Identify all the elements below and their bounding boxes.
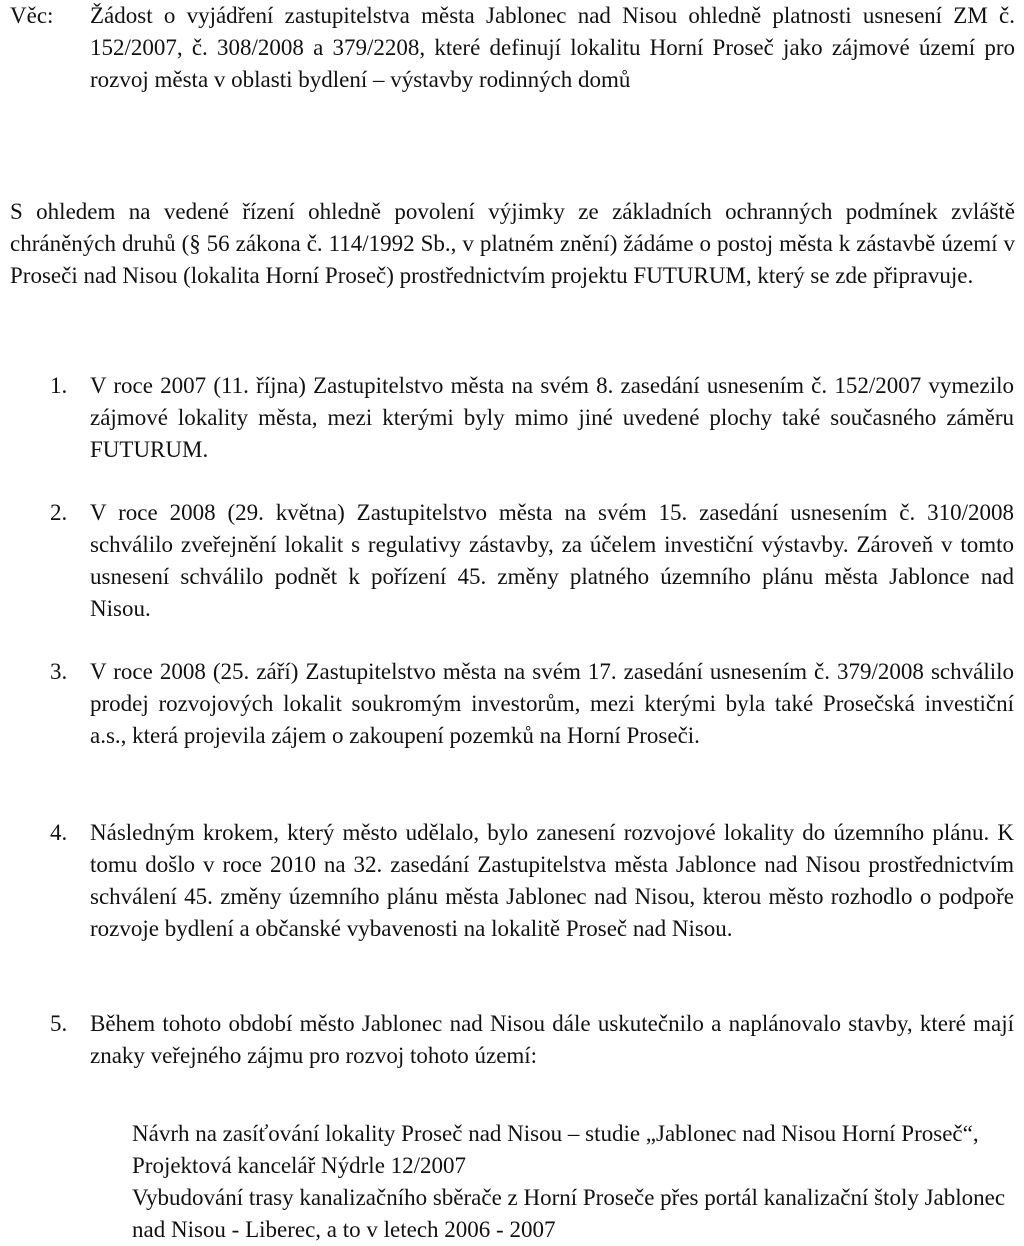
subject-text: Žádost o vyjádření zastupitelstva města Jablonec nad Nisou ohledně platnosti usnesení ZM č. 152/2007, č. 308/2008 a 379/2208, které definují lokalitu Horní Proseč jako zájmové území pro rozvoj města v oblasti bydlení – výstavby rodinných domů [90,3,1015,92]
list-item-text: Následným krokem, který město udělalo, bylo zanesení rozvojové lokality do územního plánu. K tomu došlo v roce 2010 na 32. zasedání Zastupitelstva města Jablonce nad Nisou prostřednictvím schválení 45. změny územního plánu města Jablonec nad Nisou, kterou město rozhodlo o podpoře rozvoje bydlení a občanské vybavenosti na lokalitě Proseč nad Nisou. [90,820,1014,941]
sub-list-item: Návrh na zasíťování lokality Proseč nad Nisou – studie „Jablonec nad Nisou Horní Proseč“, Projektová kancelář Nýdrle 12/2007 [132,1121,979,1178]
list-item-text: V roce 2007 (11. října) Zastupitelstvo města na svém 8. zasedání usnesením č. 152/2007 vymezilo zájmové lokality města, mezi kterými byly mimo jiné uvedené plochy také současného záměru FUTURUM. [90,373,1014,462]
list-item-number: 2. [50,500,68,525]
intro-paragraph: S ohledem na vedené řízení ohledně povolení výjimky ze základních ochranných podmínek zvláště chráněných druhů (§ 56 zákona č. 114/1992 Sb., v platném znění) žádáme o postoj města k zástavbě území v Proseči nad Nisou (lokalita Horní Proseč) prostřednictvím projektu FUTURUM, který se zde připravuje. [10,199,1015,288]
list-item-text: V roce 2008 (29. května) Zastupitelstvo města na svém 15. zasedání usnesením č. 310/2008 schválilo zveřejnění lokalit s regulativy zástavby, za účelem investiční výstavby. Zároveň v tomto usnesení schválilo podnět k pořízení 45. změny platného územního plánu města Jablonce nad Nisou. [90,500,1014,621]
list-item-text: V roce 2008 (25. září) Zastupitelstvo města na svém 17. zasedání usnesením č. 379/2008 schválilo prodej rozvojových lokalit soukromým investorům, mezi kterými byla také Prosečská investiční a.s., která projevila zájem o zakoupení pozemků na Horní Proseči. [90,659,1014,748]
list-item-text: Během tohoto období město Jablonec nad Nisou dále uskutečnilo a naplánovalo stavby, které mají znaky veřejného zájmu pro rozvoj tohoto území: [90,1011,1014,1068]
sub-list-item: Vybudování trasy kanalizačního sběrače z Horní Proseče přes portál kanalizační štoly Jablonec nad Nisou - Liberec, a to v letech 2006 - 2007 [132,1185,1006,1242]
subject-label: Věc: [10,3,54,28]
sub-list [132,1118,1012,1246]
list-item-number: 3. [50,659,68,684]
list-item-number: 5. [50,1011,68,1036]
list-item-number: 4. [50,820,68,845]
list-item-number: 1. [50,373,68,398]
